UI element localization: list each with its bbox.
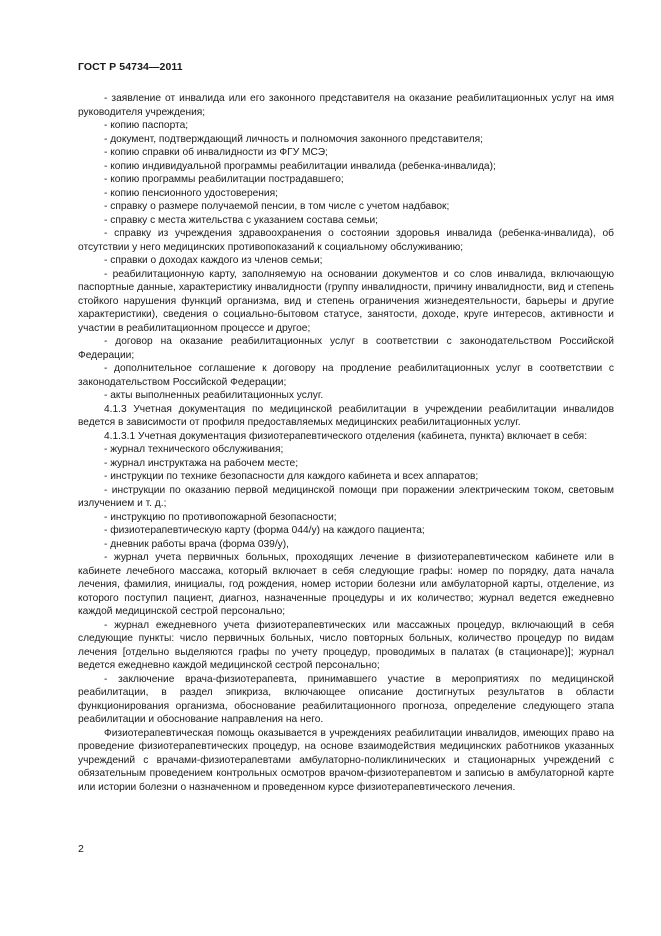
paragraph: - дневник работы врача (форма 039/у), — [104, 538, 289, 550]
paragraph: - журнал технического обслуживания; — [104, 444, 284, 455]
paragraph: - заключение врача-физиотерапевта, принимавшего участие в мероприятиях по медицинской реабилитации, в раздел эпикриза, включающее описание достигнутых результатов в области функционирования организма, обоснование реабилитационного прогноза, определение следующего этапа реабилитации и обоснование направления на него. — [78, 673, 614, 725]
paragraph: - журнал ежедневного учета физиотерапевтических или массажных процедур, включающий в себя следующие пункты: число первичных больных, число повторных больных, количество процедур по видам лечения [отдельно выделяются графы по учету процедур, проводимых в палатах (в стационаре)]; журнал ведется ежедневно каждой медицинской сестрой персонально; — [78, 619, 614, 671]
paragraph: - справку из учреждения здравоохранения о состоянии здоровья инвалида (ребенка-инвалида), об отсутствии у него медицинских противопоказаний к социальному обслуживанию; — [78, 228, 614, 253]
paragraph: - инструкции по оказанию первой медицинской помощи при поражении электрическим током, световым излучением и т. д.; — [78, 484, 614, 509]
paragraph: - журнал инструктажа на рабочем месте; — [104, 457, 299, 469]
paragraph: - инструкции по технике безопасности для каждого кабинета и всех аппаратов; — [104, 471, 479, 482]
document-header: ГОСТ Р 54734—2011 — [78, 61, 183, 73]
document-body — [78, 92, 614, 794]
paragraph: - копию справки об инвалидности из ФГУ МСЭ; — [104, 147, 328, 158]
page-number: 2 — [78, 843, 84, 855]
paragraph: Физиотерапевтическая помощь оказывается в учреждениях реабилитации инвалидов, имеющих право на проведение физиотерапевтических процедур, на основе взаимодействия медицинских работников указанных учреждений с врачами-физиотерапевтами амбулаторно-поликлинических и стационарных учреждений с обязательным проведением контрольных осмотров врачом-физиотерапевтом и записью в амбулаторной карте или истории болезни о назначенном и проведенном курсе физиотерапевтического лечения. — [78, 727, 614, 793]
paragraph: - договор на оказание реабилитационных услуг в соответствии с законодательством Российской Федерации; — [78, 336, 614, 361]
paragraph: - справку о размере получаемой пенсии, в том числе с учетом надбавок; — [104, 201, 450, 212]
paragraph: - акты выполненных реабилитационных услуг. — [104, 390, 324, 401]
paragraph: - физиотерапевтическую карту (форма 044/у) на каждого пациента; — [104, 525, 425, 536]
paragraph: - заявление от инвалида или его законного представителя на оказание реабилитационных услуг на имя руководителя учреждения; — [78, 93, 614, 118]
paragraph: - копию программы реабилитации пострадавшего; — [104, 174, 344, 185]
paragraph: 4.1.3.1 Учетная документация физиотерапевтического отделения (кабинета, пункта) включает в себя: — [104, 430, 588, 442]
paragraph: - копию индивидуальной программы реабилитации инвалида (ребенка-инвалида); — [104, 160, 496, 172]
paragraph: - копию пенсионного удостоверения; — [104, 187, 278, 199]
paragraph: - справку с места жительства с указанием состава семьи; — [104, 214, 378, 226]
paragraph: - справки о доходах каждого из членов семьи; — [104, 255, 323, 266]
paragraph: - дополнительное соглашение к договору на продление реабилитационных услуг в соответствии с законодательством Российской Федерации; — [78, 363, 614, 388]
paragraph: - журнал учета первичных больных, проходящих лечение в физиотерапевтическом кабинете или в кабинете лечебного массажа, который включает в себя следующие графы: номер по порядку, дата начала лечения, фамилия, инициалы, год рождения, номер истории болезни или амбулаторной карты, отделение, из которого поступил пациент, диагноз, назначенные процедуры и их количество; журнал ведется ежедневно каждой медицинской сестрой персонально; — [78, 552, 614, 617]
paragraph: - инструкцию по противопожарной безопасности; — [104, 511, 337, 523]
paragraph: - документ, подтверждающий личность и полномочия законного представителя; — [104, 133, 484, 145]
paragraph: - реабилитационную карту, заполняемую на основании документов и со слов инвалида, включающую паспортные данные, характеристику инвалидности (группу инвалидности, причину инвалидности, вид и степень стойкого нарушения функций организма, вид и степень ограничения жизнедеятельности, барьеры и другие характеристики), сведения о социально-бытовом статусе, занятости, доходе, круге интересов, активности и участии в реабилитационном процессе и другое; — [78, 268, 614, 334]
paragraph: 4.1.3 Учетная документация по медицинской реабилитации в учреждении реабилитации инвалидов ведется в зависимости от профиля предоставляемых медицинских реабилитационных услуг. — [78, 403, 614, 428]
paragraph: - копию паспорта; — [104, 120, 189, 131]
